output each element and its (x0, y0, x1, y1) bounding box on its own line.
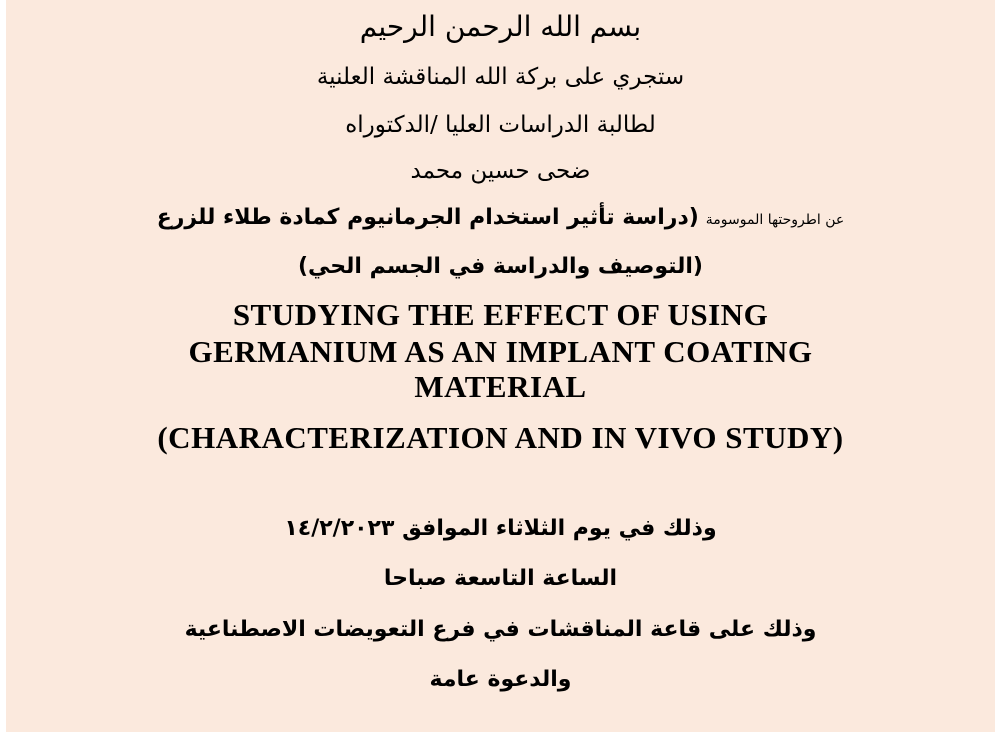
thesis-title-line (6, 205, 995, 230)
date-line: وذلك في يوم الثلاثاء الموافق ١٤/٢/٢٠٢٣ (284, 516, 717, 541)
basmala: بسم الله الرحمن الرحيم (359, 10, 642, 43)
thesis-title-en-line-3: MATERIAL (414, 369, 587, 404)
thesis-subtitle-ar: (التوصيف والدراسة في الجسم الحي) (297, 254, 703, 279)
thesis-prefix: عن اطروحتها الموسومة (705, 212, 845, 228)
announcement-page (6, 0, 995, 732)
location-line: وذلك على قاعة المناقشات في فرع التعويضات الاصطناعية (184, 617, 817, 642)
thesis-title-en-line-1: STUDYING THE EFFECT OF USING (232, 297, 769, 332)
thesis-subtitle-en: (CHARACTERIZATION AND IN VIVO STUDY) (157, 420, 844, 455)
announcement-line: ستجري على بركة الله المناقشة العلنية (316, 64, 685, 90)
invitation-line: والدعوة عامة (429, 667, 572, 692)
thesis-title-ar: (دراسة تأثير استخدام الجرمانيوم كمادة طلاء للزرع (156, 205, 699, 230)
student-label: لطالبة الدراسات العليا /الدكتوراه (345, 112, 656, 138)
thesis-title-en-line-2: GERMANIUM AS AN IMPLANT COATING (188, 334, 813, 369)
time-line: الساعة التاسعة صباحا (383, 566, 618, 591)
student-name: ضحى حسين محمد (410, 158, 591, 184)
